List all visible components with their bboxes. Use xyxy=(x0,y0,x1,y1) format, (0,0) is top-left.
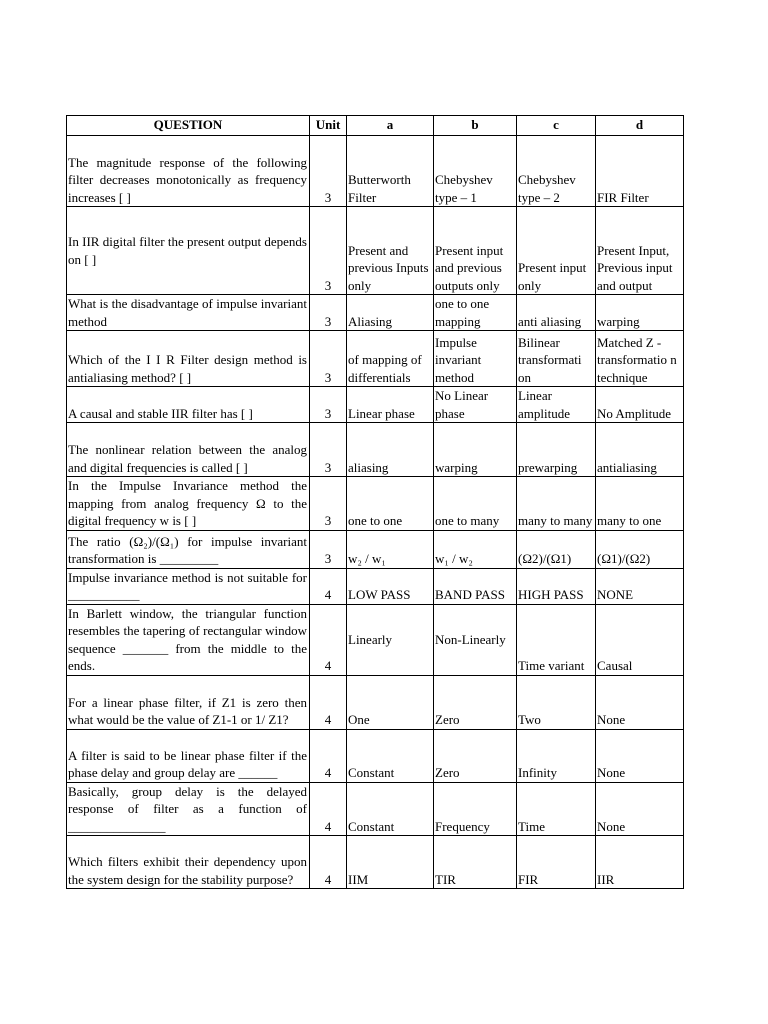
option-b-cell: TIR xyxy=(434,836,517,889)
option-c-cell: Present input only xyxy=(517,207,596,295)
question-cell: A filter is said to be linear phase filter if the phase delay and group delay are ______ xyxy=(67,729,310,782)
option-b-cell: warping xyxy=(434,423,517,477)
table-row xyxy=(67,331,684,387)
option-d-cell: NONE xyxy=(596,568,684,604)
unit-cell: 3 xyxy=(310,136,347,207)
option-b-cell: Non-Linearly xyxy=(434,604,517,675)
option-c-cell: prewarping xyxy=(517,423,596,477)
option-c-cell: Bilinear transformati on xyxy=(517,331,596,387)
option-b-cell: BAND PASS xyxy=(434,568,517,604)
option-d-cell: None xyxy=(596,729,684,782)
option-c-cell: Infinity xyxy=(517,729,596,782)
option-c-cell: HIGH PASS xyxy=(517,568,596,604)
option-c-cell: Two xyxy=(517,675,596,729)
unit-cell: 4 xyxy=(310,782,347,836)
unit-cell: 4 xyxy=(310,836,347,889)
unit-cell: 4 xyxy=(310,604,347,675)
header-option-a: a xyxy=(347,116,434,136)
unit-cell: 3 xyxy=(310,423,347,477)
option-a-cell: Linear phase xyxy=(347,387,434,423)
header-question: QUESTION xyxy=(67,116,310,136)
option-d-cell: FIR Filter xyxy=(596,136,684,207)
question-cell: The ratio (Ω₂)/(Ω₁) for impulse invariant transformation is _________ xyxy=(67,530,310,568)
table-row xyxy=(67,477,684,531)
option-d-cell: antialiasing xyxy=(596,423,684,477)
header-unit: Unit xyxy=(310,116,347,136)
unit-cell: 3 xyxy=(310,477,347,531)
question-cell: For a linear phase filter, if Z1 is zero then what would be the value of Z1-1 or 1/ Z1? xyxy=(67,675,310,729)
unit-cell: 4 xyxy=(310,729,347,782)
option-a-cell: LOW PASS xyxy=(347,568,434,604)
unit-cell: 4 xyxy=(310,675,347,729)
question-cell: Which of the I I R Filter design method is antialiasing method? [ ] xyxy=(67,331,310,387)
unit-cell: 3 xyxy=(310,530,347,568)
table-row xyxy=(67,568,684,604)
option-d-cell: Causal xyxy=(596,604,684,675)
option-c-cell: Time variant xyxy=(517,604,596,675)
option-b-cell: Zero xyxy=(434,675,517,729)
option-d-cell: warping xyxy=(596,295,684,331)
question-cell: In IIR digital filter the present output depends on [ ] xyxy=(67,207,310,295)
option-c-cell: Time xyxy=(517,782,596,836)
question-cell: In Barlett window, the triangular function resembles the tapering of rectangular window sequence _______ from the middle to the ends. xyxy=(67,604,310,675)
option-a-cell: Constant xyxy=(347,782,434,836)
option-a-cell: Butterworth Filter xyxy=(347,136,434,207)
option-b-cell: Chebyshev type – 1 xyxy=(434,136,517,207)
table-row xyxy=(67,604,684,675)
question-cell: In the Impulse Invariance method the mapping from analog frequency Ω to the digital frequency w is [ ] xyxy=(67,477,310,531)
unit-cell: 4 xyxy=(310,568,347,604)
option-a-cell: aliasing xyxy=(347,423,434,477)
question-cell: The magnitude response of the following filter decreases monotonically as frequency increases [ ] xyxy=(67,136,310,207)
question-cell: The nonlinear relation between the analog and digital frequencies is called [ ] xyxy=(67,423,310,477)
option-a-cell: IIM xyxy=(347,836,434,889)
option-d-cell: None xyxy=(596,675,684,729)
table-row xyxy=(67,782,684,836)
table-row xyxy=(67,530,684,568)
unit-cell: 3 xyxy=(310,331,347,387)
table-row xyxy=(67,295,684,331)
option-b-cell: Impulse invariant method xyxy=(434,331,517,387)
table-row xyxy=(67,423,684,477)
option-b-cell: w₁ / w₂ xyxy=(434,530,517,568)
unit-cell: 3 xyxy=(310,207,347,295)
option-a-cell: one to one xyxy=(347,477,434,531)
option-b-cell: one to many xyxy=(434,477,517,531)
option-d-cell: (Ω1)/(Ω2) xyxy=(596,530,684,568)
question-cell: Which filters exhibit their dependency upon the system design for the stability purpose? xyxy=(67,836,310,889)
header-row xyxy=(67,116,684,136)
table-row xyxy=(67,207,684,295)
option-b-cell: Frequency xyxy=(434,782,517,836)
option-c-cell: (Ω2)/(Ω1) xyxy=(517,530,596,568)
option-b-cell: No Linear phase xyxy=(434,387,517,423)
header-option-d: d xyxy=(596,116,684,136)
option-d-cell: None xyxy=(596,782,684,836)
table-row xyxy=(67,136,684,207)
header-option-b: b xyxy=(434,116,517,136)
option-c-cell: Chebyshev type – 2 xyxy=(517,136,596,207)
table-row xyxy=(67,729,684,782)
table-row xyxy=(67,836,684,889)
option-a-cell: Linearly xyxy=(347,604,434,675)
question-table xyxy=(66,115,684,889)
option-d-cell: IIR xyxy=(596,836,684,889)
table-row xyxy=(67,675,684,729)
option-a-cell: Aliasing xyxy=(347,295,434,331)
option-d-cell: No Amplitude xyxy=(596,387,684,423)
option-d-cell: many to one xyxy=(596,477,684,531)
option-c-cell: FIR xyxy=(517,836,596,889)
option-b-cell: Present input and previous outputs only xyxy=(434,207,517,295)
option-a-cell: Present and previous Inputs only xyxy=(347,207,434,295)
header-option-c: c xyxy=(517,116,596,136)
table-row xyxy=(67,387,684,423)
question-cell: A causal and stable IIR filter has [ ] xyxy=(67,387,310,423)
unit-cell: 3 xyxy=(310,295,347,331)
option-a-cell: One xyxy=(347,675,434,729)
option-d-cell: Matched Z - transformatio n technique xyxy=(596,331,684,387)
option-c-cell: many to many xyxy=(517,477,596,531)
option-a-cell: w₂ / w₁ xyxy=(347,530,434,568)
option-b-cell: one to one mapping xyxy=(434,295,517,331)
option-b-cell: Zero xyxy=(434,729,517,782)
option-d-cell: Present Input, Previous input and output xyxy=(596,207,684,295)
question-cell: Impulse invariance method is not suitable for ___________ xyxy=(67,568,310,604)
option-a-cell: of mapping of differentials xyxy=(347,331,434,387)
option-a-cell: Constant xyxy=(347,729,434,782)
question-cell: What is the disadvantage of impulse invariant method xyxy=(67,295,310,331)
unit-cell: 3 xyxy=(310,387,347,423)
option-c-cell: anti aliasing xyxy=(517,295,596,331)
question-cell: Basically, group delay is the delayed response of filter as a function of _______________ xyxy=(67,782,310,836)
option-c-cell: Linear amplitude xyxy=(517,387,596,423)
